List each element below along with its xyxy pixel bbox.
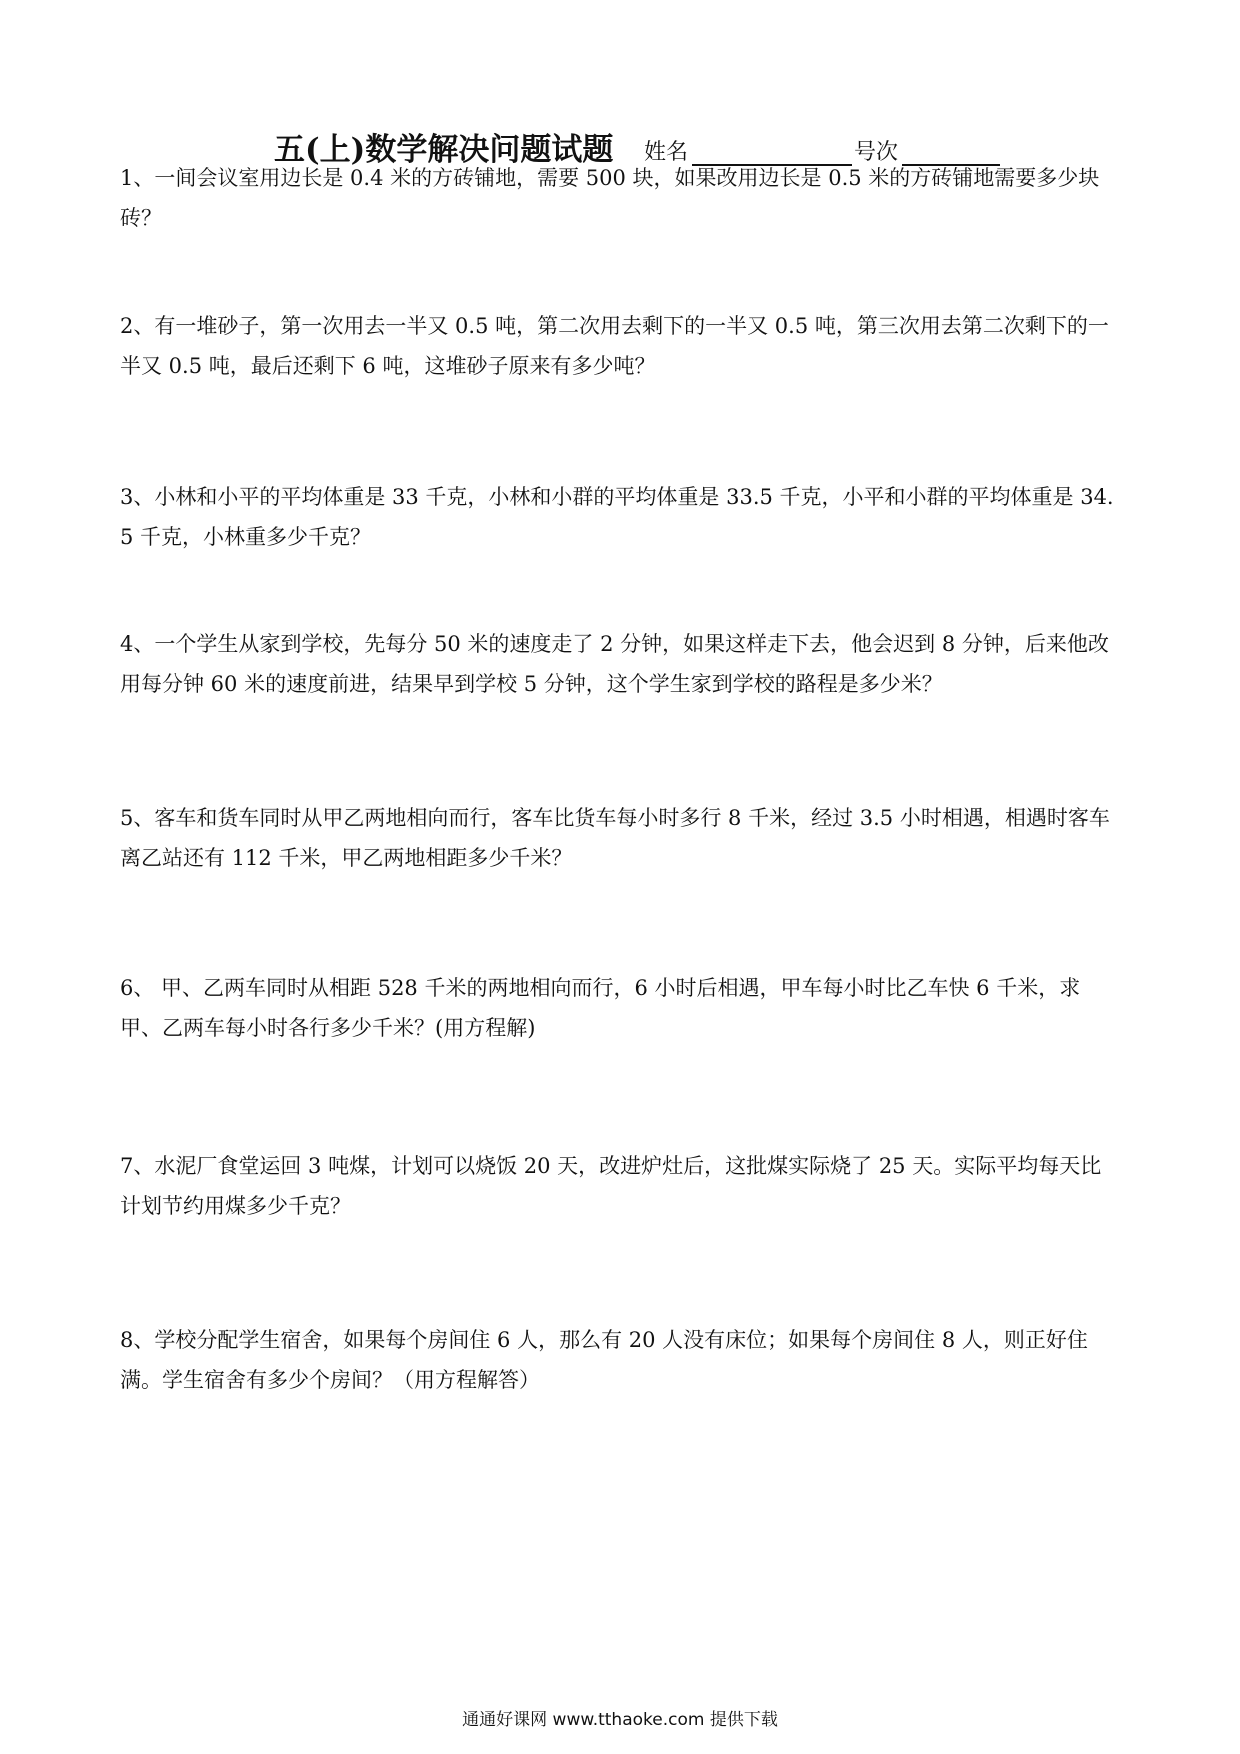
question-1: 1、一间会议室用边长是 0.4 米的方砖铺地，需要 500 块，如果改用边长是 0.5 米的方砖铺地需要多少块砖？ bbox=[120, 166, 1100, 230]
question-6: 6、 甲、乙两车同时从相距 528 千米的两地相向而行，6 小时后相遇，甲车每小时比乙车快 6 千米，求甲、乙两车每小时各行多少千米？(用方程解) bbox=[120, 976, 1081, 1040]
number-label: 号次 bbox=[854, 140, 899, 165]
name-label: 姓名 bbox=[644, 140, 689, 165]
question-7: 7、水泥厂食堂运回 3 吨煤，计划可以烧饭 20 天，改进炉灶后，这批煤实际烧了 25 天。实际平均每天比计划节约用煤多少千克？ bbox=[120, 1154, 1102, 1218]
question-8: 8、学校分配学生宿舍，如果每个房间住 6 人，那么有 20 人没有床位；如果每个房间住 8 人，则正好住满。学生宿舍有多少个房间？（用方程解答） bbox=[120, 1328, 1088, 1392]
question-2: 2、有一堆砂子，第一次用去一半又 0.5 吨，第二次用去剩下的一半又 0.5 吨，第三次用去第二次剩下的一半又 0.5 吨，最后还剩下 6 吨，这堆砂子原来有多少吨？ bbox=[120, 314, 1109, 378]
question-3: 3、小林和小平的平均体重是 33 千克，小林和小群的平均体重是 33.5 千克，小平和小群的平均体重是 34.5 千克，小林重多少千克？ bbox=[120, 485, 1114, 549]
question-4: 4、一个学生从家到学校，先每分 50 米的速度走了 2 分钟，如果这样走下去，他会迟到 8 分钟，后来他改用每分钟 60 米的速度前进，结果早到学校 5 分钟，这个学生家到学校的路程是多少米？ bbox=[120, 632, 1109, 696]
page-title: 五(上)数学解决问题试题 bbox=[274, 132, 614, 168]
footer-credit: 通通好课网 www.tthaoke.com 提供下载 bbox=[462, 1710, 778, 1730]
question-5: 5、客车和货车同时从甲乙两地相向而行，客车比货车每小时多行 8 千米，经过 3.5 小时相遇，相遇时客车离乙站还有 112 千米，甲乙两地相距多少千米？ bbox=[120, 806, 1110, 870]
